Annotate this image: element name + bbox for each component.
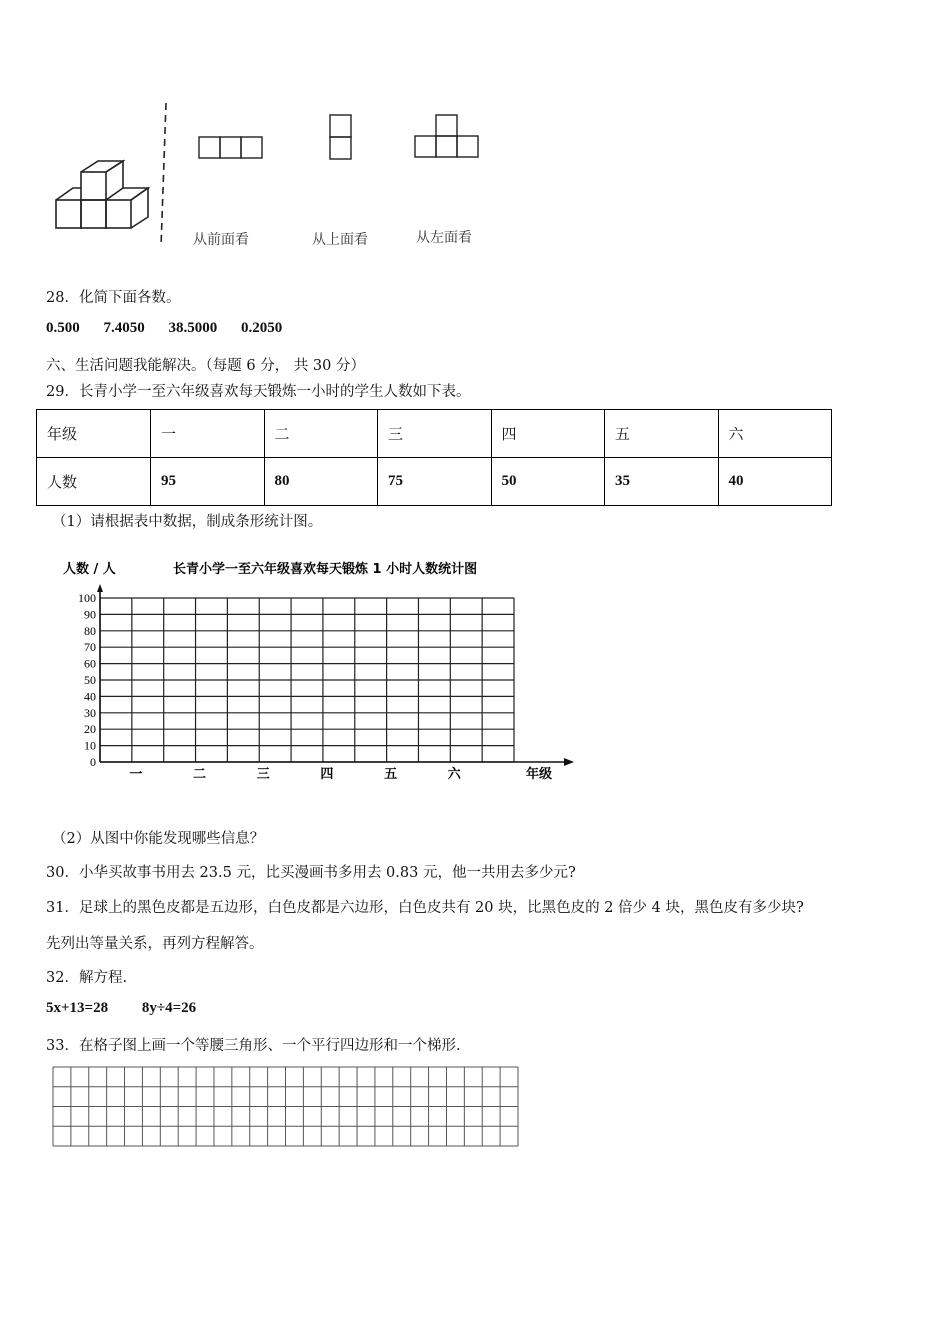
x-tick-label: 一 bbox=[129, 767, 143, 782]
bar-chart bbox=[55, 555, 585, 785]
table-cell: 一 bbox=[151, 410, 265, 458]
x-axis-label: 年级 bbox=[526, 767, 553, 782]
x-tick-label: 二 bbox=[193, 767, 207, 782]
equation-1: 5x+13=28 bbox=[46, 1000, 109, 1016]
q31-text2: 先列出等量关系，再列方程解答。 bbox=[46, 936, 264, 952]
x-axis-arrow bbox=[564, 758, 574, 766]
y-tick-label: 100 bbox=[78, 591, 96, 605]
table-cell: 80 bbox=[264, 458, 378, 506]
cube-stack bbox=[56, 161, 148, 228]
y-axis-arrow bbox=[97, 584, 103, 592]
table-cell: 三 bbox=[378, 410, 492, 458]
y-axis-label: 人数 / 人 bbox=[63, 562, 116, 577]
q29-sub2: （2）从图中你能发现哪些信息？ bbox=[52, 831, 265, 847]
q28-title: 28．化简下面各数。 bbox=[46, 290, 181, 306]
table-header-cell: 年级 bbox=[37, 410, 151, 458]
table-cell: 六 bbox=[718, 410, 832, 458]
table-cell: 四 bbox=[491, 410, 605, 458]
q29-title: 29．长青小学一至六年级喜欢每天锻炼一小时的学生人数如下表。 bbox=[46, 384, 471, 400]
q33-title: 33．在格子图上画一个等腰三角形、一个平行四边形和一个梯形. bbox=[46, 1038, 461, 1054]
table-cell: 35 bbox=[605, 458, 719, 506]
y-tick-label: 0 bbox=[90, 755, 96, 769]
table-header-cell: 人数 bbox=[37, 458, 151, 506]
q31-text: 31．足球上的黑色皮都是五边形，白色皮都是六边形，白色皮共有 20 块，比黑色皮的 2 倍少 4 块，黑色皮有多少块? bbox=[46, 900, 804, 916]
x-tick-label: 六 bbox=[447, 767, 461, 782]
x-tick-label: 五 bbox=[384, 767, 398, 782]
section6-heading: 六、生活问题我能解决。（每题 6 分， 共 30 分） bbox=[46, 358, 365, 374]
y-tick-label: 70 bbox=[84, 640, 96, 655]
dashed-divider bbox=[161, 103, 166, 247]
q30-text: 30．小华买故事书用去 23.5 元，比买漫画书多用去 0.83 元，他一共用去多少元? bbox=[46, 865, 576, 881]
q28-number: 7.4050 bbox=[103, 320, 145, 336]
q28-number: 0.500 bbox=[46, 320, 80, 336]
q32-equations bbox=[46, 1000, 196, 1017]
y-tick-label: 40 bbox=[84, 689, 96, 704]
table-cell: 二 bbox=[264, 410, 378, 458]
q28-number: 38.5000 bbox=[168, 320, 218, 336]
grid-paper bbox=[52, 1066, 520, 1148]
top-view-shape bbox=[330, 115, 351, 159]
q28-number: 0.2050 bbox=[241, 320, 283, 336]
front-view-label: 从前面看 bbox=[193, 232, 249, 248]
table-cell: 75 bbox=[378, 458, 492, 506]
grade-count-table bbox=[36, 409, 832, 506]
x-tick-label: 四 bbox=[320, 767, 334, 782]
chart-title: 长青小学一至六年级喜欢每天锻炼 1 小时人数统计图 bbox=[173, 562, 478, 577]
table-cell: 40 bbox=[718, 458, 832, 506]
y-tick-label: 50 bbox=[84, 673, 96, 687]
table-cell: 五 bbox=[605, 410, 719, 458]
table-row bbox=[37, 410, 832, 458]
table-cell: 95 bbox=[151, 458, 265, 506]
left-view-shape bbox=[415, 115, 478, 157]
x-tick-label: 三 bbox=[256, 767, 270, 782]
table-cell: 50 bbox=[491, 458, 605, 506]
q28-numbers bbox=[46, 320, 302, 337]
y-tick-label: 10 bbox=[84, 738, 96, 753]
table-row bbox=[37, 458, 832, 506]
front-view-shape bbox=[199, 137, 262, 158]
left-view-label: 从左面看 bbox=[416, 230, 472, 246]
q29-sub1: （1）请根据表中数据，制成条形统计图。 bbox=[52, 514, 323, 530]
y-tick-label: 90 bbox=[84, 607, 96, 622]
y-tick-label: 30 bbox=[84, 705, 96, 720]
y-tick-label: 20 bbox=[84, 722, 96, 737]
y-tick-label: 80 bbox=[84, 623, 96, 638]
q32-title: 32．解方程. bbox=[46, 970, 128, 986]
top-view-label: 从上面看 bbox=[312, 232, 368, 248]
y-tick-label: 60 bbox=[84, 656, 96, 671]
equation-2: 8y÷4=26 bbox=[141, 1000, 197, 1016]
